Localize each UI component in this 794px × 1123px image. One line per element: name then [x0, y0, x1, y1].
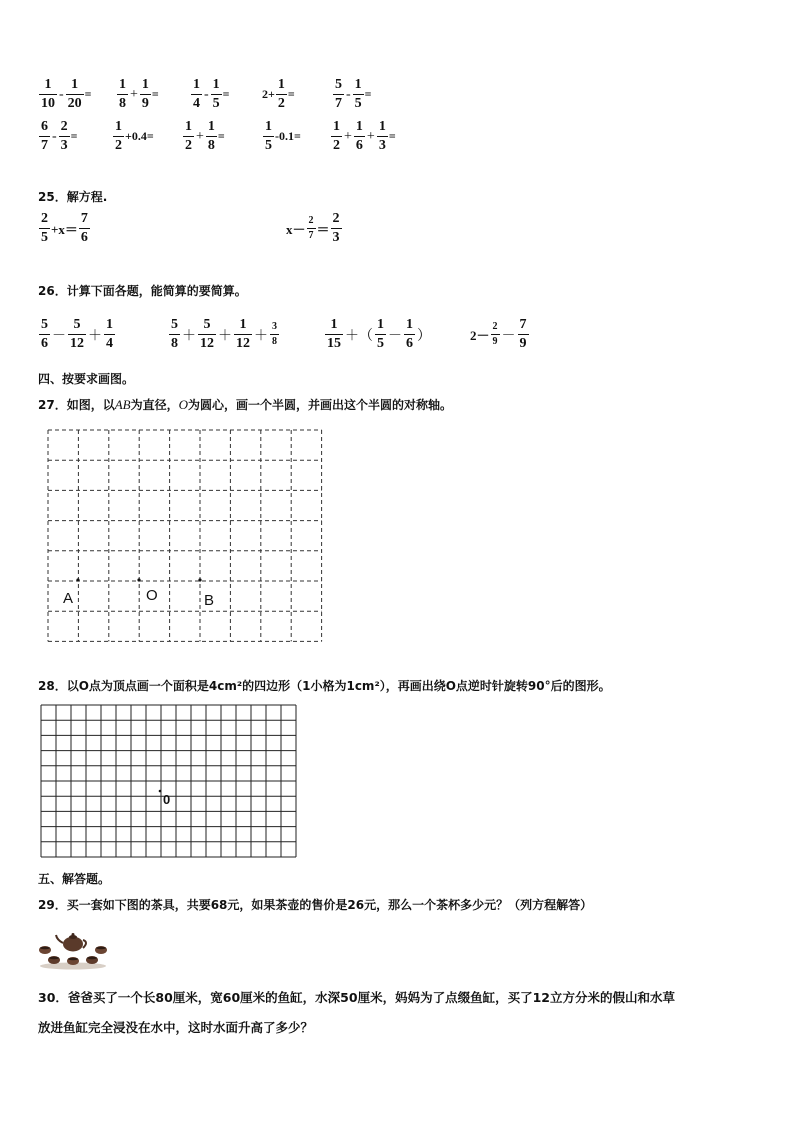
- q28-title: 28．以O点为顶点画一个面积是4cm²的四边形（1小格为1cm²），再画出绕O点逆时针旋转90°后的图形。: [38, 679, 611, 693]
- calc-1-1: $\frac{1}{10}$ - $\frac{1}{20}$ =: [41, 77, 92, 111]
- calc-2-3: $\frac{1}{2}$ + $\frac{1}{8}$ =: [185, 119, 225, 153]
- calc-2-2: $\frac{1}{2}$ +0.4=: [115, 119, 154, 153]
- calc-1-2: $\frac{1}{8}$ + $\frac{1}{9}$ =: [119, 77, 159, 111]
- q28-square-grid[interactable]: [40, 704, 300, 860]
- calc-2-4: $\frac{1}{5}$ -0.1=: [265, 119, 301, 153]
- q26-expression-4: 2－ $\frac{2}{9}$ － $\frac{7}{9}$: [470, 317, 527, 351]
- point-a-label: A: [63, 590, 74, 607]
- q25-equation-2: x－ $\frac{2}{7}$ ＝ $\frac{2}{3}$: [286, 211, 340, 245]
- q25-equation-1: $\frac{2}{5}$ +x＝ $\frac{7}{6}$: [41, 211, 88, 245]
- teapot-set-image: [36, 928, 110, 970]
- calc-1-4: 2+ $\frac{1}{2}$ =: [262, 77, 295, 111]
- point-b-label: B: [204, 592, 215, 609]
- point-b-marker: [198, 578, 201, 581]
- q30-line-1: 30．爸爸买了一个长80厘米，宽60厘米的鱼缸，水深50厘米，妈妈为了点缀鱼缸，买了12立方分米的假山和水草: [38, 990, 675, 1005]
- q25-title: 25．解方程.: [38, 190, 108, 204]
- q26-title: 26．计算下面各题，能简算的要简算。: [38, 284, 247, 298]
- point-o-label: 0: [163, 792, 171, 807]
- section-4-heading: 四、按要求画图。: [38, 372, 135, 386]
- point-o-marker: [159, 790, 162, 793]
- q27-dashed-grid[interactable]: [46, 428, 326, 646]
- q26-expression-1: $\frac{5}{6}$ － $\frac{5}{12}$ ＋ $\frac{1}{4}$: [41, 317, 113, 351]
- calc-2-5: $\frac{1}{2}$ + $\frac{1}{6}$ + $\frac{1}{3}$ =: [333, 119, 396, 153]
- point-a-marker: [76, 578, 79, 581]
- section-5-heading: 五、解答题。: [38, 872, 111, 886]
- point-o-label: O: [146, 587, 158, 604]
- q29-title: 29．买一套如下图的茶具，共要68元，如果茶壶的售价是26元，那么一个茶杯多少元？（列方程解答）: [38, 898, 593, 912]
- point-o-marker: [137, 578, 140, 581]
- calc-2-1: $\frac{6}{7}$ - $\frac{2}{3}$ =: [41, 119, 78, 153]
- q30-line-2: 放进鱼缸完全浸没在水中，这时水面升高了多少？: [38, 1020, 314, 1035]
- calc-1-5: $\frac{5}{7}$ - $\frac{1}{5}$ =: [335, 77, 372, 111]
- q27-title: 27．如图，以AB为直径，O为圆心，画一个半圆，并画出这个半圆的对称轴。: [38, 397, 453, 412]
- q26-expression-3: $\frac{1}{15}$ ＋（ $\frac{1}{5}$ － $\frac{1}{6}$ ）: [327, 317, 431, 351]
- calc-1-3: $\frac{1}{4}$ - $\frac{1}{5}$ =: [193, 77, 230, 111]
- q26-expression-2: $\frac{5}{8}$ ＋ $\frac{5}{12}$ ＋ $\frac{1}{12}$ ＋ $\frac{3}{8}$: [171, 317, 277, 351]
